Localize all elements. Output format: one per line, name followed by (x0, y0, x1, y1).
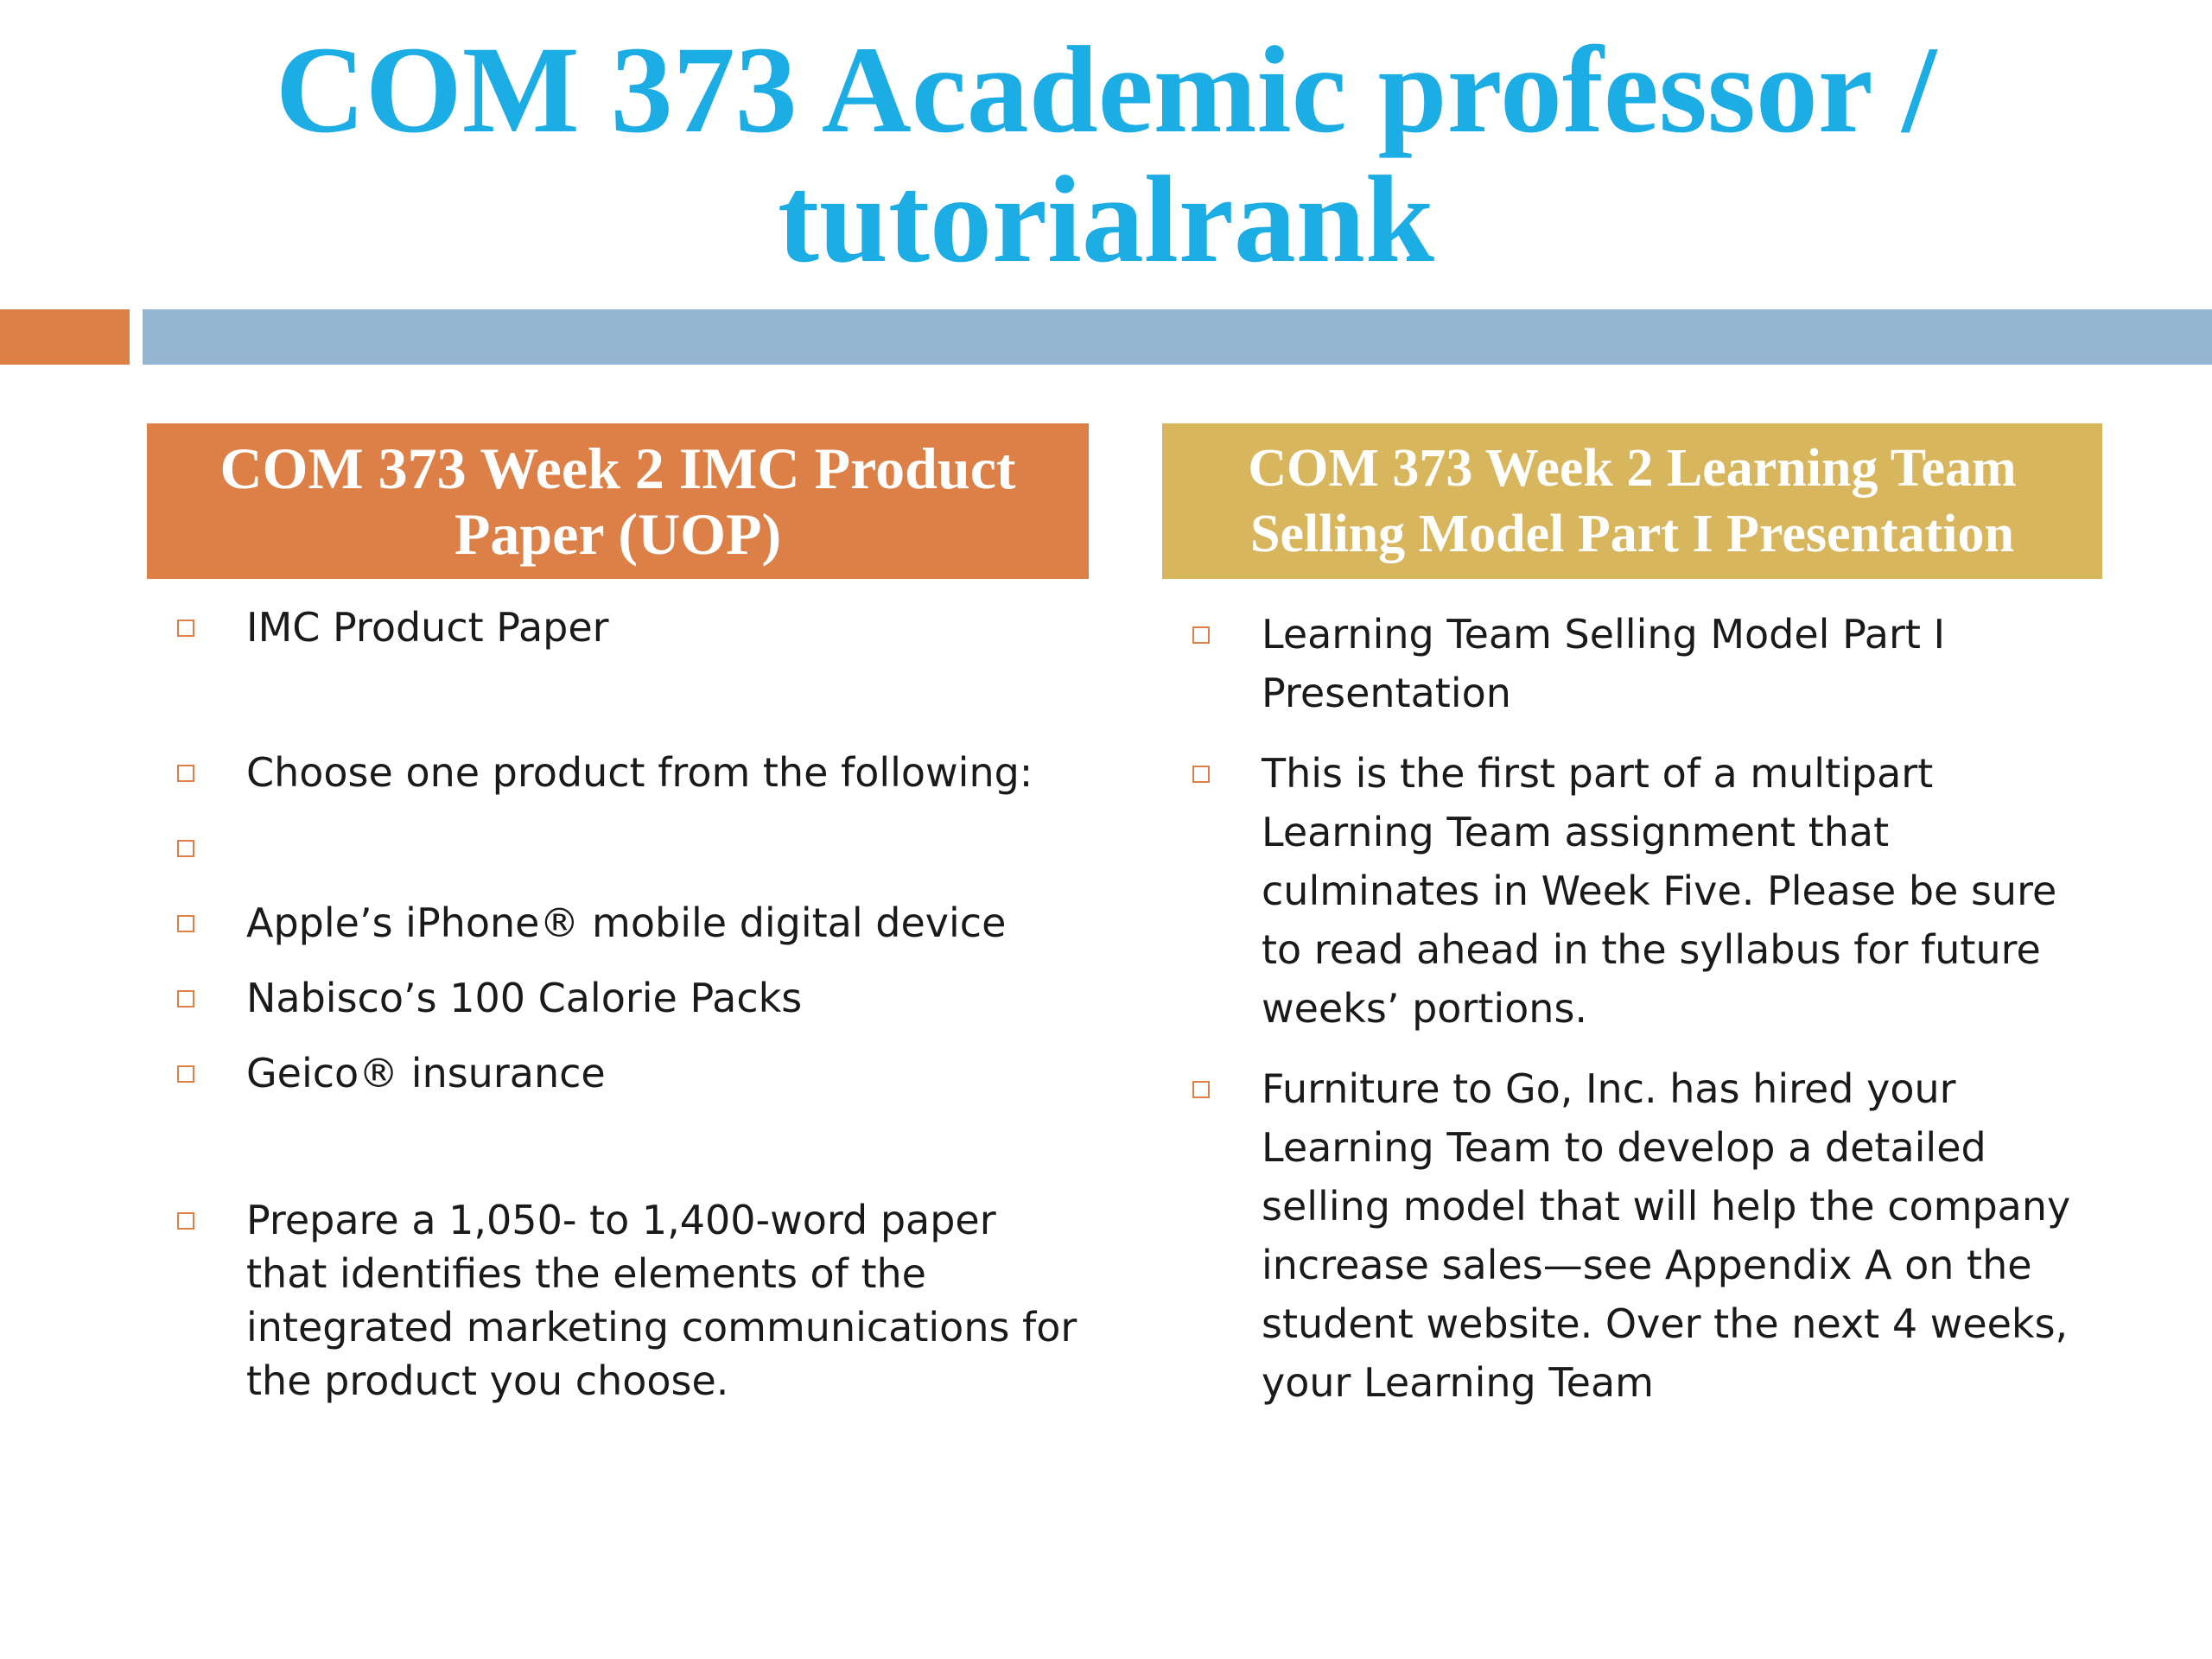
list-item (168, 971, 1084, 1025)
list-item (168, 896, 1084, 950)
left-column-header (147, 423, 1089, 579)
list-item-text: Nabisco’s 100 Calorie Packs (246, 975, 803, 1021)
list-item (1184, 744, 2100, 1038)
accent-bar-blue (143, 309, 2212, 365)
accent-bar-orange (0, 309, 130, 365)
list-item-text: Prepare a 1,050- to 1,400-word paper that identifies the elements of the integrated marketing communications for the product you choose. (246, 1197, 1077, 1404)
slide-title-line-1: COM 373 Academic professor / (275, 22, 1937, 159)
list-item-text: IMC Product Paper (246, 604, 609, 651)
list-item-text: Learning Team Selling Model Part I Presentation (1262, 611, 1946, 716)
square-bullet-icon (177, 620, 194, 637)
list-item (168, 1193, 1084, 1408)
slide-title (0, 22, 2212, 289)
list-item-text: Choose one product from the following: (246, 749, 1033, 796)
list-item-text: Furniture to Go, Inc. has hired your Learning Team to develop a detailed selling model that will help the company increase sales—see Appendix A on the student website. Over the next 4 weeks, your Learning Team (1262, 1065, 2071, 1406)
slide-title-line-2: tutorialrank (777, 151, 1434, 289)
square-bullet-icon (177, 1065, 194, 1083)
right-column-header-text: COM 373 Week 2 Learning Team Selling Model Part I Presentation (1248, 439, 2017, 563)
square-bullet-icon (177, 915, 194, 932)
square-bullet-icon (1192, 626, 1210, 644)
left-column-header-text: COM 373 Week 2 IMC Product Paper (UOP) (219, 435, 1016, 567)
list-item-text: This is the first part of a multipart Learning Team assignment that culminates in Week Five. Please be sure to read ahead in the syllabus for future weeks’ portions. (1262, 750, 2057, 1032)
square-bullet-icon (177, 1212, 194, 1230)
list-item-text: Geico® insurance (246, 1050, 606, 1096)
list-item-text: Apple’s iPhone® mobile digital device (246, 899, 1007, 946)
right-column-header (1162, 423, 2102, 579)
list-item (168, 601, 1084, 654)
list-item (168, 1046, 1084, 1100)
list-item (1184, 605, 2100, 722)
square-bullet-icon (1192, 1081, 1210, 1098)
list-item (168, 821, 1084, 874)
list-item (168, 746, 1084, 799)
square-bullet-icon (177, 840, 194, 857)
square-bullet-icon (1192, 766, 1210, 783)
square-bullet-icon (177, 765, 194, 782)
square-bullet-icon (177, 990, 194, 1007)
right-column-list (1184, 605, 2100, 1412)
list-item (1184, 1059, 2100, 1412)
left-column-list (168, 601, 1084, 1408)
